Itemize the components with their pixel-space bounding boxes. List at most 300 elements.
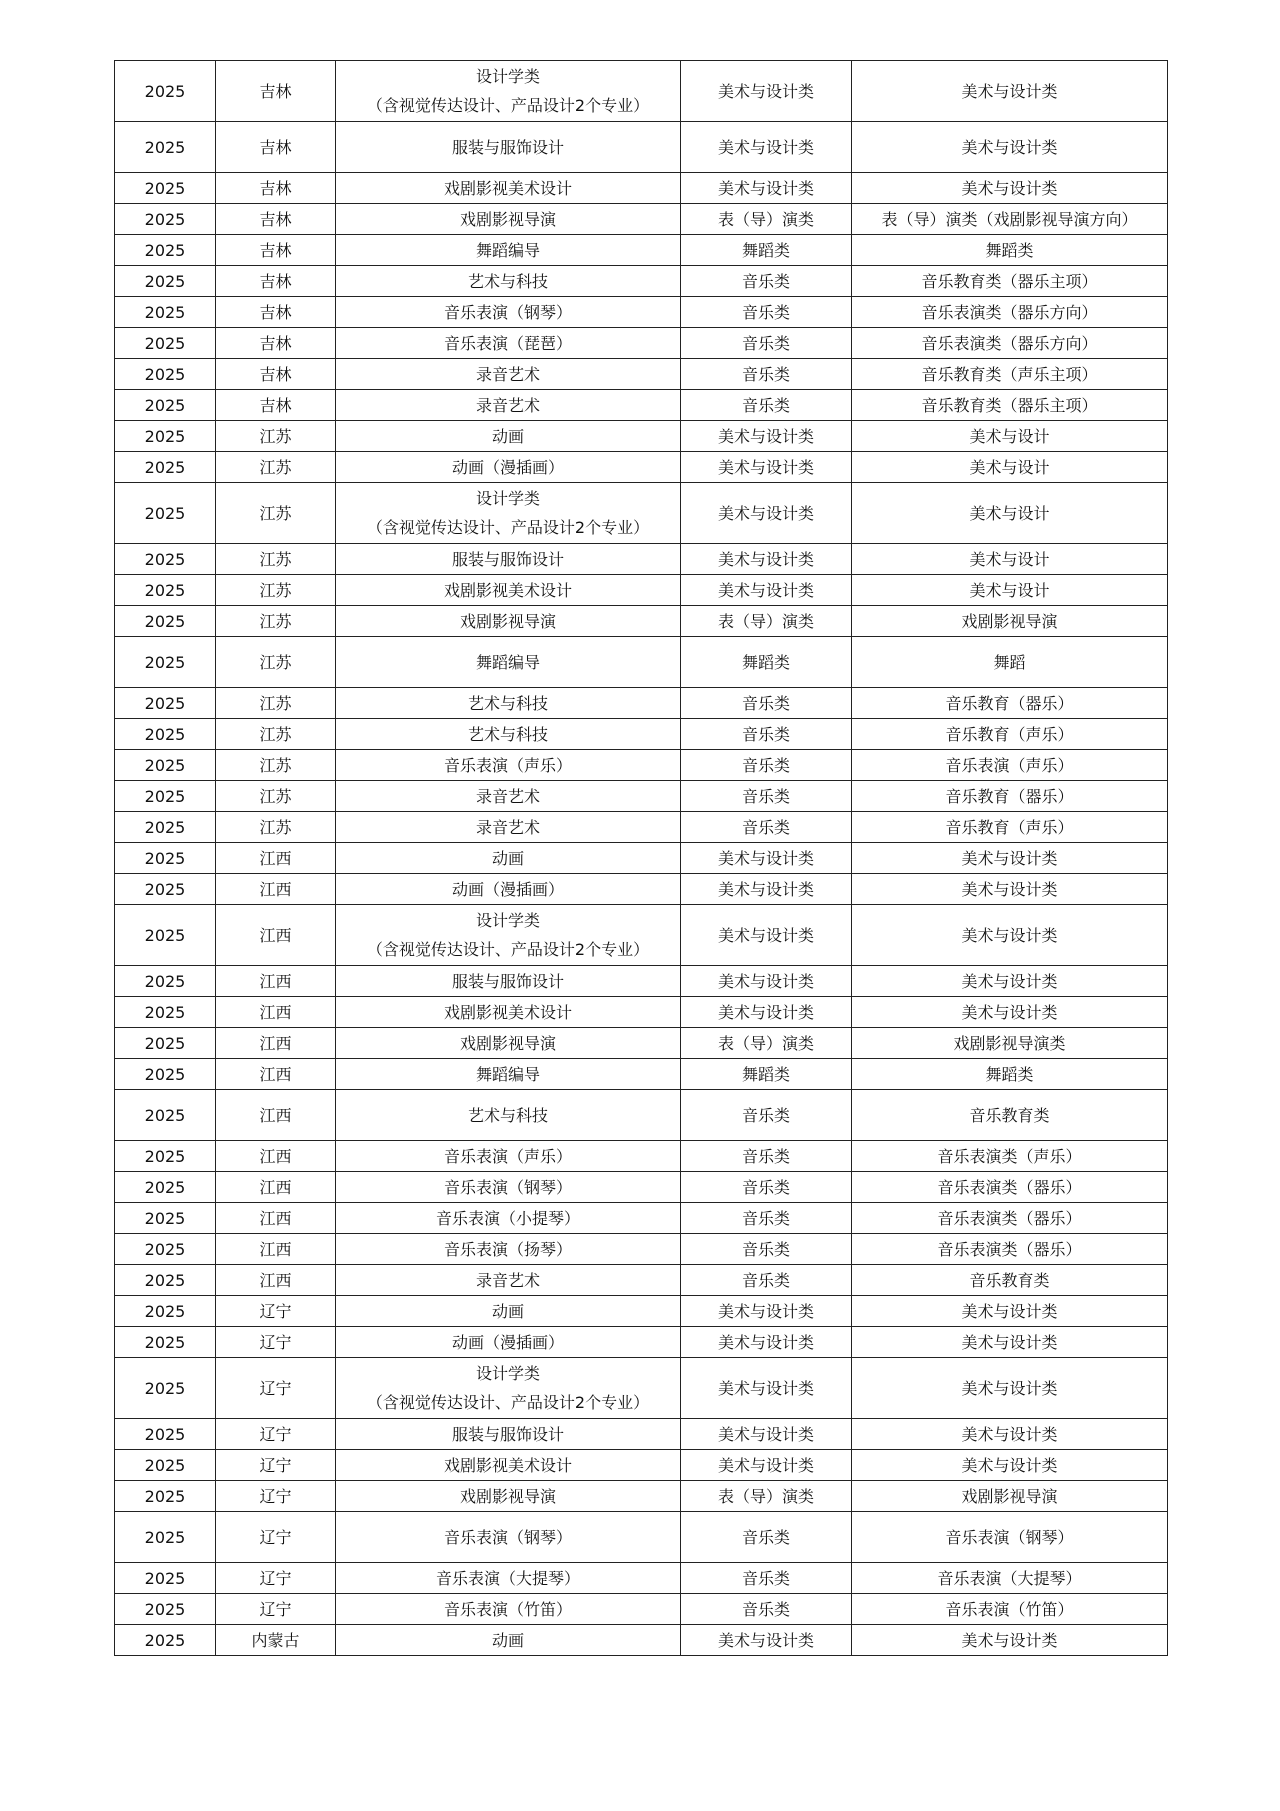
province-cell: 江西 [216, 1203, 336, 1234]
exam-category-cell: 音乐教育类（器乐主项） [852, 266, 1168, 297]
category-cell: 美术与设计类 [681, 1450, 852, 1481]
year-cell: 2025 [115, 122, 216, 173]
table-row [115, 1481, 1168, 1512]
year-cell: 2025 [115, 719, 216, 750]
major-cell [336, 1265, 681, 1296]
year-cell: 2025 [115, 390, 216, 421]
major-line: 艺术与科技 [467, 693, 548, 713]
category-cell: 美术与设计类 [681, 122, 852, 173]
table-row [115, 1358, 1168, 1419]
exam-category-cell: 戏剧影视导演类 [852, 1028, 1168, 1059]
year-cell: 2025 [115, 204, 216, 235]
category-cell: 音乐类 [681, 688, 852, 719]
major-cell [336, 905, 681, 966]
major-line: 录音艺术 [475, 817, 540, 837]
table-row [115, 1594, 1168, 1625]
exam-category-cell: 美术与设计类 [852, 997, 1168, 1028]
year-cell: 2025 [115, 905, 216, 966]
table-row [115, 328, 1168, 359]
province-cell: 辽宁 [216, 1594, 336, 1625]
category-cell: 音乐类 [681, 781, 852, 812]
major-cell [336, 390, 681, 421]
province-cell: 辽宁 [216, 1563, 336, 1594]
year-cell: 2025 [115, 1141, 216, 1172]
category-cell: 美术与设计类 [681, 1296, 852, 1327]
major-line: 动画（漫插画） [451, 457, 564, 477]
major-cell [336, 1419, 681, 1450]
major-cell [336, 1512, 681, 1563]
province-cell: 江西 [216, 905, 336, 966]
major-line: 戏剧影视美术设计 [443, 1455, 572, 1475]
table-row [115, 1203, 1168, 1234]
table-row [115, 173, 1168, 204]
major-line: 舞蹈编导 [475, 240, 540, 260]
major-cell [336, 1450, 681, 1481]
province-cell: 江苏 [216, 637, 336, 688]
exam-category-cell: 音乐教育（器乐） [852, 688, 1168, 719]
year-cell: 2025 [115, 750, 216, 781]
category-cell: 美术与设计类 [681, 173, 852, 204]
exam-category-cell: 音乐教育类（器乐主项） [852, 390, 1168, 421]
major-cell [336, 1296, 681, 1327]
province-cell: 吉林 [216, 390, 336, 421]
category-cell: 音乐类 [681, 1090, 852, 1141]
major-cell [336, 266, 681, 297]
table-row [115, 812, 1168, 843]
exam-category-cell: 音乐表演类（声乐） [852, 1141, 1168, 1172]
major-line: 设计学类 [475, 67, 540, 86]
major-line: 戏剧影视美术设计 [443, 178, 572, 198]
exam-category-cell: 音乐表演类（器乐） [852, 1203, 1168, 1234]
table-row [115, 575, 1168, 606]
table-row [115, 606, 1168, 637]
province-cell: 江苏 [216, 812, 336, 843]
category-cell: 音乐类 [681, 328, 852, 359]
category-cell: 音乐类 [681, 1141, 852, 1172]
year-cell: 2025 [115, 1234, 216, 1265]
major-cell [336, 1625, 681, 1656]
exam-category-cell: 美术与设计类 [852, 122, 1168, 173]
major-line: 动画 [491, 1301, 524, 1321]
major-cell [336, 544, 681, 575]
category-cell: 音乐类 [681, 1172, 852, 1203]
exam-category-cell: 美术与设计类 [852, 1358, 1168, 1419]
exam-category-cell: 美术与设计 [852, 544, 1168, 575]
major-line: 设计学类 [475, 489, 540, 508]
exam-category-cell: 美术与设计类 [852, 905, 1168, 966]
year-cell: 2025 [115, 688, 216, 719]
exam-category-cell: 音乐表演（竹笛） [852, 1594, 1168, 1625]
major-line: 艺术与科技 [467, 271, 548, 291]
exam-category-cell: 美术与设计类 [852, 966, 1168, 997]
category-cell: 音乐类 [681, 1234, 852, 1265]
year-cell: 2025 [115, 359, 216, 390]
major-line: 音乐表演（大提琴） [435, 1568, 580, 1588]
table-row [115, 359, 1168, 390]
year-cell: 2025 [115, 1028, 216, 1059]
major-cell [336, 61, 681, 122]
table-row [115, 905, 1168, 966]
province-cell: 江苏 [216, 606, 336, 637]
major-cell [336, 122, 681, 173]
province-cell: 江西 [216, 1141, 336, 1172]
province-cell: 江苏 [216, 421, 336, 452]
year-cell: 2025 [115, 997, 216, 1028]
major-cell [336, 1563, 681, 1594]
table-row [115, 1234, 1168, 1265]
year-cell: 2025 [115, 637, 216, 688]
major-line: 音乐表演（琵琶） [443, 333, 572, 353]
major-line: 动画 [491, 1630, 524, 1650]
table-row [115, 1563, 1168, 1594]
major-cell [336, 483, 681, 544]
major-cell [336, 452, 681, 483]
major-line: 戏剧影视导演 [459, 1033, 556, 1053]
category-cell: 音乐类 [681, 812, 852, 843]
province-cell: 吉林 [216, 173, 336, 204]
exam-category-cell: 音乐教育（声乐） [852, 719, 1168, 750]
year-cell: 2025 [115, 1450, 216, 1481]
major-cell [336, 750, 681, 781]
year-cell: 2025 [115, 843, 216, 874]
major-cell [336, 688, 681, 719]
table-row [115, 1419, 1168, 1450]
table-row [115, 1450, 1168, 1481]
major-cell [336, 1327, 681, 1358]
province-cell: 辽宁 [216, 1450, 336, 1481]
category-cell: 音乐类 [681, 1594, 852, 1625]
major-cell [336, 359, 681, 390]
table-row [115, 1327, 1168, 1358]
table-row [115, 204, 1168, 235]
table-row [115, 750, 1168, 781]
table-row [115, 61, 1168, 122]
exam-category-cell: 音乐教育类 [852, 1265, 1168, 1296]
province-cell: 江西 [216, 1090, 336, 1141]
province-cell: 吉林 [216, 359, 336, 390]
province-cell: 江西 [216, 1234, 336, 1265]
exam-category-cell: 舞蹈类 [852, 1059, 1168, 1090]
category-cell: 美术与设计类 [681, 874, 852, 905]
year-cell: 2025 [115, 1265, 216, 1296]
table-row [115, 483, 1168, 544]
table-row [115, 1028, 1168, 1059]
major-line: 服装与服饰设计 [451, 137, 564, 157]
major-line: 音乐表演（声乐） [443, 1146, 572, 1166]
major-cell [336, 606, 681, 637]
major-cell [336, 328, 681, 359]
exam-category-cell: 音乐教育（器乐） [852, 781, 1168, 812]
major-line: 音乐表演（竹笛） [443, 1599, 572, 1619]
province-cell: 吉林 [216, 328, 336, 359]
year-cell: 2025 [115, 173, 216, 204]
category-cell: 音乐类 [681, 1563, 852, 1594]
exam-category-cell: 舞蹈类 [852, 235, 1168, 266]
major-cell [336, 812, 681, 843]
table-row [115, 1296, 1168, 1327]
table-row [115, 1141, 1168, 1172]
major-line: 戏剧影视导演 [459, 1486, 556, 1506]
table-row [115, 874, 1168, 905]
table-row [115, 637, 1168, 688]
major-cell [336, 421, 681, 452]
year-cell: 2025 [115, 61, 216, 122]
province-cell: 吉林 [216, 266, 336, 297]
year-cell: 2025 [115, 1090, 216, 1141]
category-cell: 音乐类 [681, 297, 852, 328]
category-cell: 美术与设计类 [681, 1419, 852, 1450]
year-cell: 2025 [115, 606, 216, 637]
category-cell: 舞蹈类 [681, 637, 852, 688]
major-cell [336, 1358, 681, 1419]
province-cell: 江苏 [216, 688, 336, 719]
exam-category-cell: 美术与设计类 [852, 173, 1168, 204]
major-line: 服装与服饰设计 [451, 971, 564, 991]
exam-category-cell: 音乐表演类（器乐方向） [852, 328, 1168, 359]
exam-category-cell: 美术与设计类 [852, 843, 1168, 874]
major-line: 音乐表演（钢琴） [443, 1177, 572, 1197]
major-line: （含视觉传达设计、产品设计2个专业） [366, 1393, 650, 1412]
table-row [115, 1172, 1168, 1203]
year-cell: 2025 [115, 781, 216, 812]
major-line: 戏剧影视美术设计 [443, 580, 572, 600]
category-cell: 美术与设计类 [681, 421, 852, 452]
year-cell: 2025 [115, 1625, 216, 1656]
year-cell: 2025 [115, 266, 216, 297]
year-cell: 2025 [115, 1172, 216, 1203]
category-cell: 音乐类 [681, 266, 852, 297]
table-row [115, 719, 1168, 750]
table-row [115, 781, 1168, 812]
table-row [115, 421, 1168, 452]
category-cell: 音乐类 [681, 359, 852, 390]
exam-category-cell: 舞蹈 [852, 637, 1168, 688]
exam-category-cell: 美术与设计类 [852, 1450, 1168, 1481]
table-row [115, 997, 1168, 1028]
table-row [115, 235, 1168, 266]
major-cell [336, 1028, 681, 1059]
major-line: 舞蹈编导 [475, 1064, 540, 1084]
province-cell: 吉林 [216, 61, 336, 122]
major-cell [336, 1481, 681, 1512]
exam-category-cell: 音乐教育类 [852, 1090, 1168, 1141]
province-cell: 辽宁 [216, 1481, 336, 1512]
province-cell: 内蒙古 [216, 1625, 336, 1656]
exam-category-cell: 美术与设计类 [852, 1625, 1168, 1656]
year-cell: 2025 [115, 1059, 216, 1090]
major-line: 艺术与科技 [467, 724, 548, 744]
category-cell: 美术与设计类 [681, 483, 852, 544]
year-cell: 2025 [115, 874, 216, 905]
table-row [115, 1625, 1168, 1656]
major-cell [336, 1594, 681, 1625]
major-line: 音乐表演（钢琴） [443, 302, 572, 322]
province-cell: 江西 [216, 1028, 336, 1059]
province-cell: 江苏 [216, 719, 336, 750]
major-cell [336, 1172, 681, 1203]
major-line: 录音艺术 [475, 1270, 540, 1290]
major-line: 动画 [491, 426, 524, 446]
major-cell [336, 719, 681, 750]
exam-category-cell: 美术与设计类 [852, 1419, 1168, 1450]
exam-category-cell: 戏剧影视导演 [852, 606, 1168, 637]
table-row [115, 390, 1168, 421]
province-cell: 江苏 [216, 575, 336, 606]
major-line: 动画（漫插画） [451, 879, 564, 899]
major-line: 音乐表演（小提琴） [435, 1208, 580, 1228]
major-line: 设计学类 [475, 911, 540, 930]
major-cell [336, 966, 681, 997]
province-cell: 辽宁 [216, 1296, 336, 1327]
category-cell: 美术与设计类 [681, 997, 852, 1028]
major-cell [336, 204, 681, 235]
category-cell: 美术与设计类 [681, 966, 852, 997]
exam-category-cell: 音乐表演（大提琴） [852, 1563, 1168, 1594]
major-cell [336, 874, 681, 905]
table-row [115, 297, 1168, 328]
category-cell: 音乐类 [681, 1512, 852, 1563]
category-cell: 音乐类 [681, 1265, 852, 1296]
category-cell: 美术与设计类 [681, 452, 852, 483]
major-line: （含视觉传达设计、产品设计2个专业） [366, 96, 650, 115]
category-cell: 音乐类 [681, 719, 852, 750]
major-cell [336, 235, 681, 266]
year-cell: 2025 [115, 544, 216, 575]
province-cell: 辽宁 [216, 1419, 336, 1450]
admissions-table [114, 60, 1168, 1656]
year-cell: 2025 [115, 1594, 216, 1625]
major-line: 戏剧影视美术设计 [443, 1002, 572, 1022]
major-line: （含视觉传达设计、产品设计2个专业） [366, 940, 650, 959]
major-cell [336, 1141, 681, 1172]
category-cell: 表（导）演类 [681, 1028, 852, 1059]
exam-category-cell: 美术与设计类 [852, 1296, 1168, 1327]
category-cell: 音乐类 [681, 750, 852, 781]
year-cell: 2025 [115, 966, 216, 997]
category-cell: 美术与设计类 [681, 61, 852, 122]
category-cell: 美术与设计类 [681, 905, 852, 966]
year-cell: 2025 [115, 1481, 216, 1512]
province-cell: 江西 [216, 1172, 336, 1203]
category-cell: 美术与设计类 [681, 843, 852, 874]
table-row [115, 1059, 1168, 1090]
major-cell [336, 575, 681, 606]
province-cell: 江苏 [216, 750, 336, 781]
exam-category-cell: 美术与设计类 [852, 1327, 1168, 1358]
category-cell: 美术与设计类 [681, 1358, 852, 1419]
exam-category-cell: 音乐教育（声乐） [852, 812, 1168, 843]
year-cell: 2025 [115, 328, 216, 359]
category-cell: 美术与设计类 [681, 1625, 852, 1656]
major-line: 艺术与科技 [467, 1105, 548, 1125]
major-cell [336, 637, 681, 688]
table-row [115, 1512, 1168, 1563]
table-row [115, 1090, 1168, 1141]
table-row [115, 843, 1168, 874]
exam-category-cell: 美术与设计 [852, 421, 1168, 452]
province-cell: 江苏 [216, 483, 336, 544]
category-cell: 舞蹈类 [681, 235, 852, 266]
major-line: 服装与服饰设计 [451, 1424, 564, 1444]
table-row [115, 452, 1168, 483]
year-cell: 2025 [115, 1203, 216, 1234]
exam-category-cell: 美术与设计 [852, 483, 1168, 544]
category-cell: 美术与设计类 [681, 575, 852, 606]
major-line: 舞蹈编导 [475, 652, 540, 672]
province-cell: 江苏 [216, 544, 336, 575]
year-cell: 2025 [115, 483, 216, 544]
year-cell: 2025 [115, 1512, 216, 1563]
year-cell: 2025 [115, 1358, 216, 1419]
category-cell: 舞蹈类 [681, 1059, 852, 1090]
province-cell: 江西 [216, 1059, 336, 1090]
table-row [115, 688, 1168, 719]
year-cell: 2025 [115, 297, 216, 328]
category-cell: 音乐类 [681, 390, 852, 421]
exam-category-cell: 表（导）演类（戏剧影视导演方向） [852, 204, 1168, 235]
table-row [115, 122, 1168, 173]
category-cell: 美术与设计类 [681, 544, 852, 575]
major-line: 音乐表演（扬琴） [443, 1239, 572, 1259]
province-cell: 江西 [216, 966, 336, 997]
major-line: 设计学类 [475, 1364, 540, 1383]
province-cell: 辽宁 [216, 1358, 336, 1419]
exam-category-cell: 音乐教育类（声乐主项） [852, 359, 1168, 390]
province-cell: 吉林 [216, 235, 336, 266]
major-line: （含视觉传达设计、产品设计2个专业） [366, 518, 650, 537]
major-cell [336, 173, 681, 204]
major-line: 音乐表演（声乐） [443, 755, 572, 775]
major-cell [336, 997, 681, 1028]
year-cell: 2025 [115, 812, 216, 843]
exam-category-cell: 音乐表演（声乐） [852, 750, 1168, 781]
category-cell: 表（导）演类 [681, 1481, 852, 1512]
major-line: 音乐表演（钢琴） [443, 1527, 572, 1547]
year-cell: 2025 [115, 1327, 216, 1358]
major-cell [336, 297, 681, 328]
major-cell [336, 1059, 681, 1090]
major-cell [336, 1234, 681, 1265]
exam-category-cell: 美术与设计类 [852, 61, 1168, 122]
province-cell: 江西 [216, 874, 336, 905]
year-cell: 2025 [115, 452, 216, 483]
year-cell: 2025 [115, 1296, 216, 1327]
exam-category-cell: 音乐表演（钢琴） [852, 1512, 1168, 1563]
province-cell: 江西 [216, 1265, 336, 1296]
table-row [115, 1265, 1168, 1296]
year-cell: 2025 [115, 1419, 216, 1450]
major-line: 动画（漫插画） [451, 1332, 564, 1352]
major-line: 动画 [491, 848, 524, 868]
major-line: 录音艺术 [475, 786, 540, 806]
province-cell: 江西 [216, 997, 336, 1028]
exam-category-cell: 戏剧影视导演 [852, 1481, 1168, 1512]
table-body [115, 61, 1168, 1656]
exam-category-cell: 美术与设计 [852, 575, 1168, 606]
province-cell: 吉林 [216, 122, 336, 173]
province-cell: 吉林 [216, 297, 336, 328]
major-line: 戏剧影视导演 [459, 611, 556, 631]
year-cell: 2025 [115, 1563, 216, 1594]
province-cell: 江苏 [216, 781, 336, 812]
province-cell: 辽宁 [216, 1512, 336, 1563]
year-cell: 2025 [115, 421, 216, 452]
table-row [115, 266, 1168, 297]
major-cell [336, 1090, 681, 1141]
year-cell: 2025 [115, 575, 216, 606]
exam-category-cell: 美术与设计类 [852, 874, 1168, 905]
major-line: 服装与服饰设计 [451, 549, 564, 569]
